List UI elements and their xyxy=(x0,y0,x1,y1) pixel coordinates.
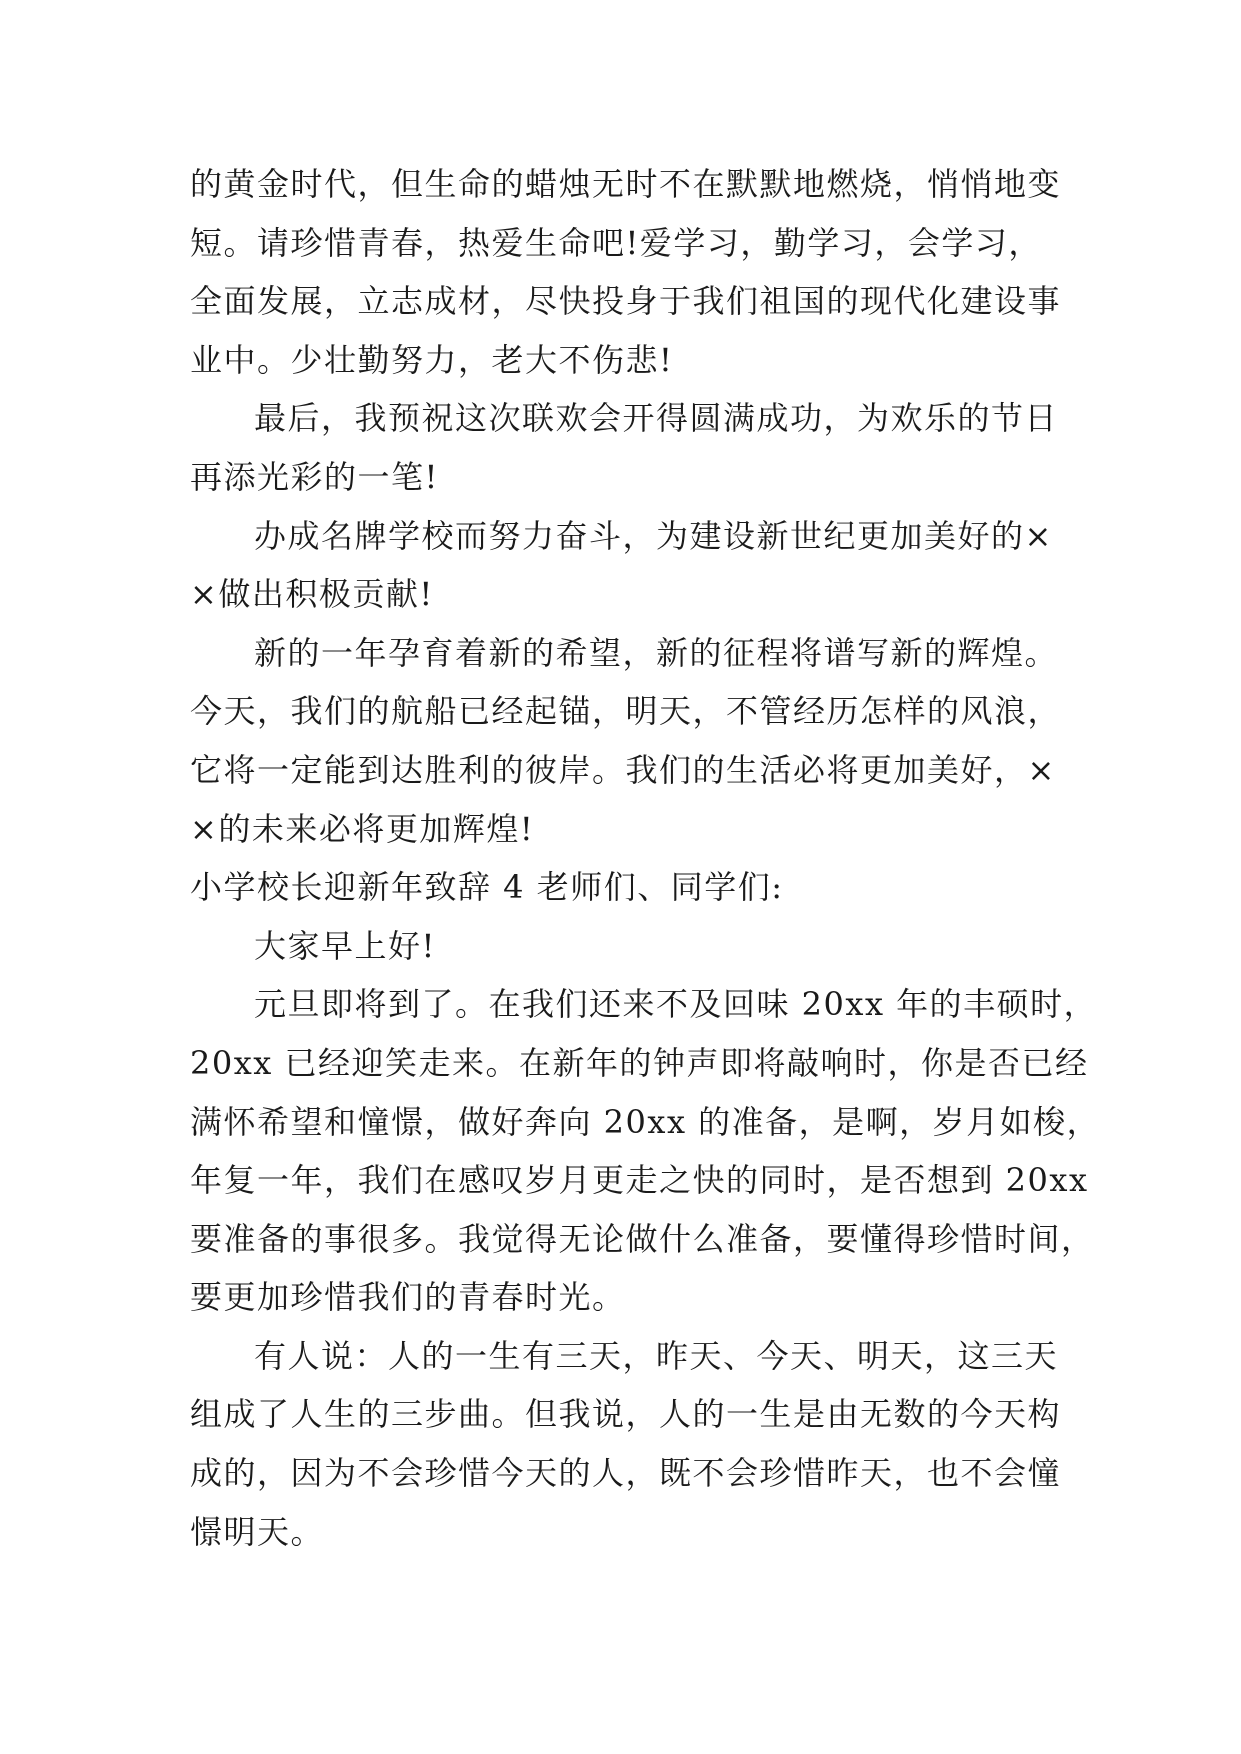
text-line: 短。请珍惜青春，热爱生命吧!爱学习，勤学习，会学习， xyxy=(190,223,1042,262)
text-line: 有人说：人的一生有三天，昨天、今天、明天，这三天 xyxy=(254,1336,1059,1375)
text-line: ×的未来必将更加辉煌! xyxy=(190,809,535,848)
text-line: 满怀希望和憧憬，做好奔向 20xx 的准备，是啊，岁月如梭， xyxy=(190,1102,1101,1141)
text-line: 成的，因为不会珍惜今天的人，既不会珍惜昨天，也不会憧 xyxy=(190,1454,1062,1493)
text-line: 它将一定能到达胜利的彼岸。我们的生活必将更加美好，× xyxy=(190,750,1056,789)
text-line: 小学校长迎新年致辞 4 老师们、同学们: xyxy=(190,868,784,907)
text-line: 全面发展，立志成材，尽快投身于我们祖国的现代化建设事 xyxy=(190,282,1062,321)
text-line: 今天，我们的航船已经起锚，明天，不管经历怎样的风浪， xyxy=(190,692,1062,731)
text-line: 要更加珍惜我们的青春时光。 xyxy=(190,1278,626,1317)
text-line: 再添光彩的一笔! xyxy=(190,457,439,496)
text-line: 要准备的事很多。我觉得无论做什么准备，要懂得珍惜时间， xyxy=(190,1219,1095,1258)
text-line: 业中。少壮勤努力，老大不伤悲! xyxy=(190,340,674,379)
text-line: 20xx 已经迎笑走来。在新年的钟声即将敲响时，你是否已经 xyxy=(190,1043,1089,1082)
text-line: 年复一年，我们在感叹岁月更走之快的同时，是否想到 20xx xyxy=(190,1161,1089,1200)
text-line: 新的一年孕育着新的希望，新的征程将谱写新的辉煌。 xyxy=(254,633,1059,672)
text-line: 组成了人生的三步曲。但我说，人的一生是由无数的今天构 xyxy=(190,1395,1062,1434)
text-line: 憬明天。 xyxy=(190,1512,325,1551)
text-line: 最后，我预祝这次联欢会开得圆满成功，为欢乐的节日 xyxy=(254,399,1059,438)
text-line: ×做出积极贡献! xyxy=(190,575,434,614)
document-body xyxy=(190,155,1101,1561)
text-line: 办成名牌学校而努力奋斗，为建设新世纪更加美好的× xyxy=(254,516,1053,555)
text-line: 的黄金时代，但生命的蜡烛无时不在默默地燃烧，悄悄地变 xyxy=(190,165,1062,203)
text-line: 元旦即将到了。在我们还来不及回味 20xx 年的丰硕时， xyxy=(254,985,1098,1024)
text-line: 大家早上好! xyxy=(254,926,436,965)
